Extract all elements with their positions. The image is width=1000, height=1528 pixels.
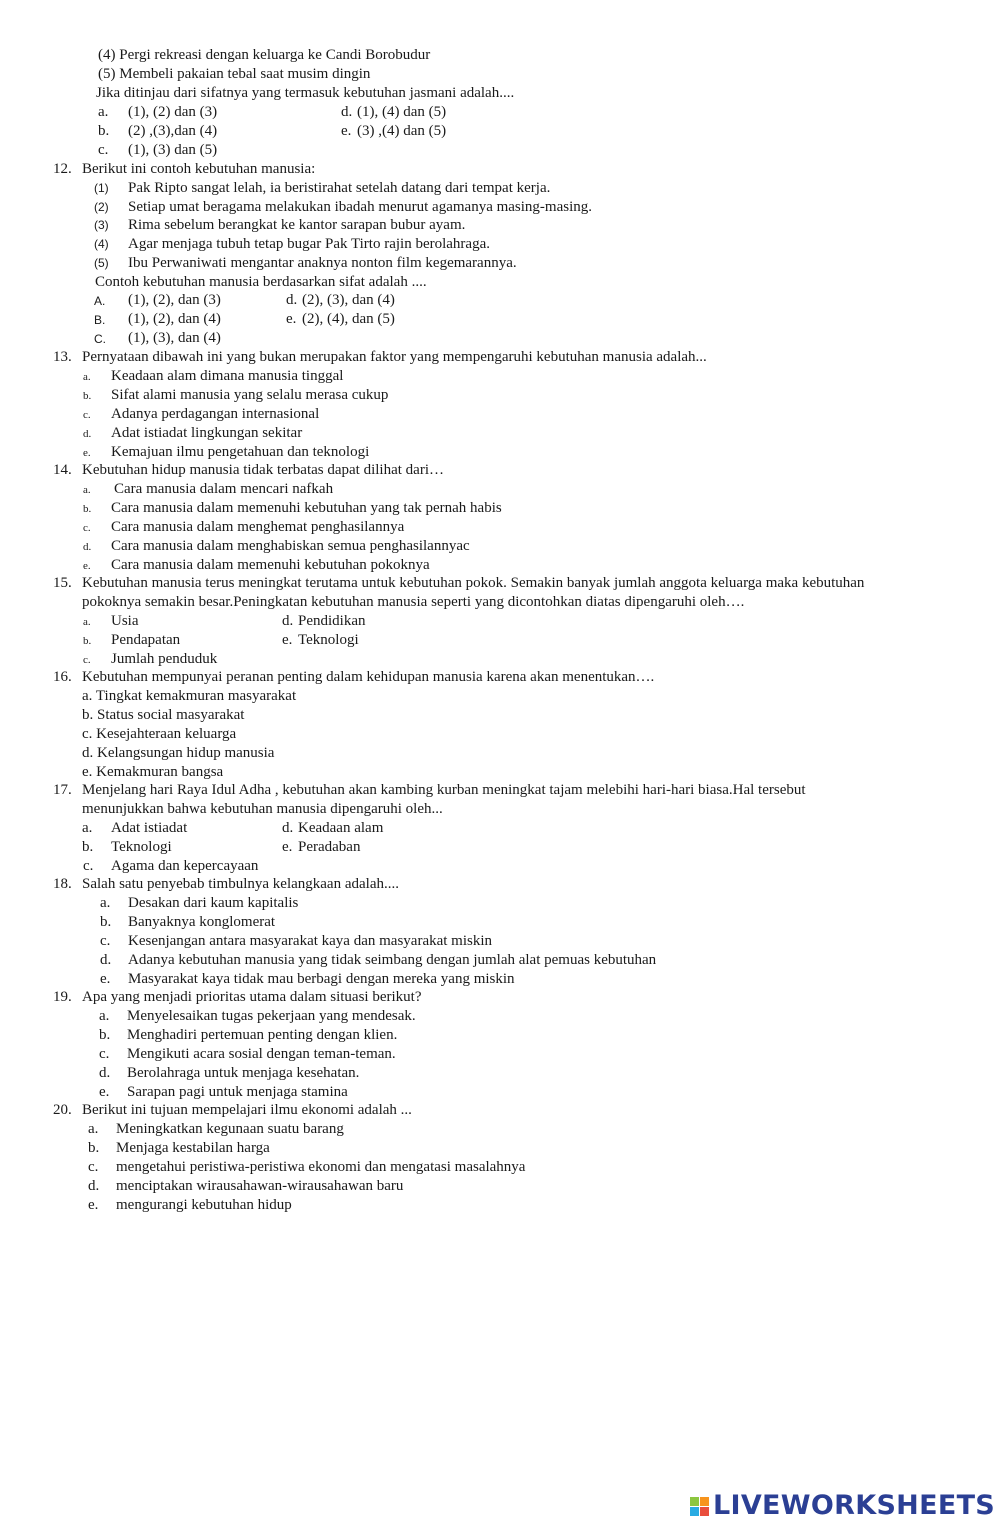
q12-number: 12.	[53, 161, 72, 177]
q13-option: Adat istiadat lingkungan sekitar	[111, 425, 303, 441]
q11-option-e: (3) ,(4) dan (5)	[357, 123, 447, 139]
q12-item: Agar menjaga tubuh tetap bugar Pak Tirto rajin berolahraga.	[128, 236, 490, 252]
liveworksheets-logo-icon	[690, 1497, 709, 1516]
q17-option-d-letter: d.	[282, 820, 294, 836]
q16-option: c. Kesejahteraan keluarga	[82, 726, 237, 742]
q11-option-c-letter: c.	[98, 142, 109, 158]
q14-number: 14.	[53, 462, 72, 478]
q12-option-a: (1), (2), dan (3)	[128, 292, 221, 308]
q13-option-letter: c.	[83, 409, 91, 421]
q20-option: Menjaga kestabilan harga	[116, 1140, 270, 1156]
q19-option-letter: a.	[99, 1008, 110, 1024]
q12-item: Ibu Perwaniwati mengantar anaknya nonton film kegemarannya.	[128, 255, 517, 271]
q18-option-letter: d.	[100, 952, 112, 968]
q15-option-letter: a.	[83, 616, 91, 628]
q11-option-d-letter: d.	[341, 104, 353, 120]
q18-number: 18.	[53, 876, 72, 892]
q13-option-letter: b.	[83, 390, 92, 402]
q12-item-marker: (3)	[94, 218, 109, 232]
q12-option-e: (2), (4), dan (5)	[302, 311, 395, 327]
q11-option-d: (1), (4) dan (5)	[357, 104, 447, 120]
q13-option-letter: a.	[83, 371, 91, 383]
q13-option: Sifat alami manusia yang selalu merasa cukup	[111, 387, 389, 403]
q17-number: 17.	[53, 782, 72, 798]
q18-option: Masyarakat kaya tidak mau berbagi dengan mereka yang miskin	[128, 971, 515, 987]
q20-option: Meningkatkan kegunaan suatu barang	[116, 1121, 344, 1137]
liveworksheets-watermark[interactable]	[690, 1490, 995, 1522]
q12-item: Rima sebelum berangkat ke kantor sarapan bubur ayam.	[128, 217, 466, 233]
q12-option-d: (2), (3), dan (4)	[302, 292, 395, 308]
q19-number: 19.	[53, 989, 72, 1005]
q18-option-letter: a.	[100, 895, 111, 911]
q19-option-letter: b.	[99, 1027, 111, 1043]
q14-option-letter: e.	[83, 560, 91, 572]
logo-square	[690, 1497, 699, 1506]
q12-question: Berikut ini contoh kebutuhan manusia:	[82, 161, 316, 177]
q18-option-letter: c.	[100, 933, 111, 949]
q17-option-letter: b.	[82, 839, 94, 855]
q12-item-marker: (1)	[94, 181, 109, 195]
q15-option-d-letter: d.	[282, 613, 294, 629]
q18-option: Kesenjangan antara masyarakat kaya dan masyarakat miskin	[128, 933, 493, 949]
q15-question-line1: Kebutuhan manusia terus meningkat terutama untuk kebutuhan pokok. Semakin banyak jumlah anggota keluarga maka kebutuhan	[82, 575, 865, 591]
q12-prompt: Contoh kebutuhan manusia berdasarkan sifat adalah ....	[95, 274, 427, 290]
q17-option-letter: c.	[83, 858, 94, 874]
q13-question: Pernyataan dibawah ini yang bukan merupakan faktor yang mempengaruhi kebutuhan manusia adalah...	[82, 349, 707, 365]
q14-option: Cara manusia dalam memenuhi kebutuhan pokoknya	[111, 557, 430, 573]
q20-question: Berikut ini tujuan mempelajari ilmu ekonomi adalah ...	[82, 1102, 412, 1118]
q18-option: Adanya kebutuhan manusia yang tidak seimbang dengan jumlah alat pemuas kebutuhan	[128, 952, 657, 968]
q19-option: Menyelesaikan tugas pekerjaan yang mendesak.	[127, 1008, 416, 1024]
q16-question: Kebutuhan mempunyai peranan penting dalam kehidupan manusia karena akan menentukan….	[82, 669, 655, 685]
q11-option-b: (2) ,(3),dan (4)	[128, 123, 218, 139]
q11-option-a-letter: a.	[98, 104, 109, 120]
q13-number: 13.	[53, 349, 72, 365]
q12-option-c: (1), (3), dan (4)	[128, 330, 221, 346]
q17-option: Peradaban	[298, 839, 361, 855]
q13-option: Keadaan alam dimana manusia tinggal	[111, 368, 344, 384]
q14-option-letter: a.	[83, 484, 91, 496]
q12-option-b: (1), (2), dan (4)	[128, 311, 221, 327]
q16-option: e. Kemakmuran bangsa	[82, 764, 224, 780]
q17-option: Keadaan alam	[298, 820, 384, 836]
q18-option-letter: e.	[100, 971, 111, 987]
q11-option-e-letter: e.	[341, 123, 352, 139]
logo-square	[700, 1507, 709, 1516]
q19-option: Mengikuti acara sosial dengan teman-teman.	[127, 1046, 396, 1062]
q15-option-e-letter: e.	[282, 632, 293, 648]
liveworksheets-wordmark: LIVEWORKSHEETS	[713, 1490, 996, 1521]
q17-option: Agama dan kepercayaan	[111, 858, 259, 874]
q14-option: Cara manusia dalam menghemat penghasilannya	[111, 519, 405, 535]
q12-item-marker: (4)	[94, 237, 109, 251]
q17-question-line2: menunjukkan bahwa kebutuhan manusia dipengaruhi oleh...	[82, 801, 443, 817]
q12-option-letter: C.	[94, 332, 106, 346]
q17-option-letter: a.	[82, 820, 93, 836]
q17-option-e-letter: e.	[282, 839, 293, 855]
q15-option: Jumlah penduduk	[111, 651, 218, 667]
q20-option: mengetahui peristiwa-peristiwa ekonomi dan mengatasi masalahnya	[116, 1159, 526, 1175]
q12-item-marker: (5)	[94, 256, 109, 270]
q14-option: Cara manusia dalam mencari nafkah	[114, 481, 334, 497]
q16-number: 16.	[53, 669, 72, 685]
q16-option: d. Kelangsungan hidup manusia	[82, 745, 275, 761]
q16-option: a. Tingkat kemakmuran masyarakat	[82, 688, 297, 704]
q18-question: Salah satu penyebab timbulnya kelangkaan adalah....	[82, 876, 399, 892]
q15-option: Pendapatan	[111, 632, 181, 648]
q11-prompt: Jika ditinjau dari sifatnya yang termasuk kebutuhan jasmani adalah....	[96, 85, 515, 101]
q18-option: Desakan dari kaum kapitalis	[128, 895, 299, 911]
q15-option: Teknologi	[298, 632, 359, 648]
q11-item-5: (5) Membeli pakaian tebal saat musim dingin	[98, 66, 371, 82]
q14-option-letter: d.	[83, 541, 92, 553]
q13-option: Adanya perdagangan internasional	[111, 406, 320, 422]
q19-option: Berolahraga untuk menjaga kesehatan.	[127, 1065, 360, 1081]
q14-option-letter: b.	[83, 503, 92, 515]
q11-item-4: (4) Pergi rekreasi dengan keluarga ke Candi Borobudur	[98, 47, 431, 63]
q14-question: Kebutuhan hidup manusia tidak terbatas dapat dilihat dari…	[82, 462, 444, 478]
q20-option: mengurangi kebutuhan hidup	[116, 1197, 292, 1213]
q11-option-b-letter: b.	[98, 123, 110, 139]
q15-question-line2: pokoknya semakin besar.Peningkatan kebutuhan manusia seperti yang dicontohkan diatas dipengaruhi oleh….	[82, 594, 745, 610]
q15-option: Pendidikan	[298, 613, 366, 629]
q19-question: Apa yang menjadi prioritas utama dalam situasi berikut?	[82, 989, 422, 1005]
q16-option: b. Status social masyarakat	[82, 707, 245, 723]
q18-option-letter: b.	[100, 914, 112, 930]
q12-option-e-letter: e.	[286, 311, 297, 327]
logo-square	[700, 1497, 709, 1506]
q20-option-letter: a.	[88, 1121, 99, 1137]
q11-option-c: (1), (3) dan (5)	[128, 142, 218, 158]
q12-option-d-letter: d.	[286, 292, 298, 308]
q12-item-marker: (2)	[94, 200, 109, 214]
q19-option-letter: d.	[99, 1065, 111, 1081]
q18-option: Banyaknya konglomerat	[128, 914, 276, 930]
q13-option: Kemajuan ilmu pengetahuan dan teknologi	[111, 444, 370, 460]
q20-option: menciptakan wirausahawan-wirausahawan baru	[116, 1178, 404, 1194]
q20-number: 20.	[53, 1102, 72, 1118]
q20-option-letter: e.	[88, 1197, 99, 1213]
q17-question-line1: Menjelang hari Raya Idul Adha , kebutuhan akan kambing kurban meningkat tajam melebihi hari-hari biasa.Hal tersebut	[82, 782, 806, 798]
q17-option: Adat istiadat	[111, 820, 188, 836]
q15-option: Usia	[111, 613, 139, 629]
q20-option-letter: c.	[88, 1159, 99, 1175]
q12-item: Setiap umat beragama melakukan ibadah menurut agamanya masing-masing.	[128, 199, 593, 215]
q17-option: Teknologi	[111, 839, 172, 855]
q19-option-letter: e.	[99, 1084, 110, 1100]
q15-number: 15.	[53, 575, 72, 591]
q15-option-letter: c.	[83, 654, 91, 666]
q14-option-letter: c.	[83, 522, 91, 534]
q12-item: Pak Ripto sangat lelah, ia beristirahat setelah datang dari tempat kerja.	[128, 180, 551, 196]
q19-option: Menghadiri pertemuan penting dengan klien.	[127, 1027, 398, 1043]
q14-option: Cara manusia dalam memenuhi kebutuhan yang tak pernah habis	[111, 500, 502, 516]
q20-option-letter: d.	[88, 1178, 100, 1194]
q19-option: Sarapan pagi untuk menjaga stamina	[127, 1084, 348, 1100]
q19-option-letter: c.	[99, 1046, 110, 1062]
q12-option-letter: A.	[94, 294, 106, 308]
q12-option-letter: B.	[94, 313, 106, 327]
q20-option-letter: b.	[88, 1140, 100, 1156]
q15-option-letter: b.	[83, 635, 92, 647]
q13-option-letter: e.	[83, 447, 91, 459]
logo-square	[690, 1507, 699, 1516]
q14-option: Cara manusia dalam menghabiskan semua penghasilannyac	[111, 538, 470, 554]
q13-option-letter: d.	[83, 428, 92, 440]
q11-option-a: (1), (2) dan (3)	[128, 104, 218, 120]
